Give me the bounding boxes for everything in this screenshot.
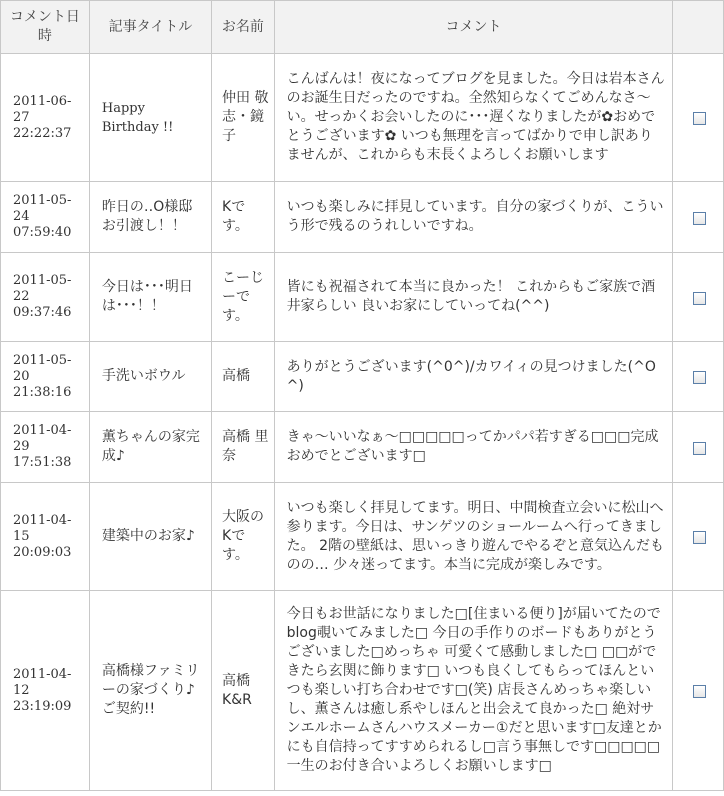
comment-text: 今日もお世話になりました□[住まいる便り]が届いてたのでblog覗いてみました□ 今日の手作りのボードもありがとうございました□めっちゃ 可愛くて感動しました□ □□ができたら玄関に飾ります□ いつも良くしてもらってほんといつも楽しい打ち合わせです□(笑) 店長さんめっちゃ楽しいし、薫さんは癒し系やしほんと出会えて良かった□ 絶対サンエルホームさんハウスメーカー①だと思います□友達とかにも自信持ってすすめられるし□言う事無しです□□□□□ 一生のお付き合いよろしくお願いします□	[274, 591, 673, 791]
comment-text: いつも楽しみに拝見しています。自分の家づくりが、こういう形で残るのうれしいですね。	[274, 182, 673, 253]
select-cell	[673, 412, 724, 483]
select-cell	[673, 591, 724, 791]
select-cell	[673, 483, 724, 591]
header-name: お名前	[212, 1, 275, 54]
table-row	[1, 591, 724, 791]
select-checkbox[interactable]	[693, 371, 706, 384]
comment-text: きゃ〜いいなぁ〜□□□□□ってかパパ若すぎる□□□完成おめでとございます□	[274, 412, 673, 483]
select-checkbox[interactable]	[693, 531, 706, 544]
table-row	[1, 182, 724, 253]
comment-date: 2011-04-29 17:51:38	[1, 412, 90, 483]
comment-text: こんばんは！夜になってブログを見ました。今日は岩本さんのお誕生日だったのですね。全然知らなくてごめんなさ～い。せっかくお会いしたのに･･･遅くなりましたが✿おめでとうございます✿ いつも無理を言ってばかりで申し訳ありませんが、これからも末長くよろしくお願いします	[274, 54, 673, 182]
select-cell	[673, 54, 724, 182]
article-title: 高橋様ファミリーの家づくり♪ ご契約!!	[89, 591, 211, 791]
header-check	[673, 1, 724, 54]
article-title: 建築中のお家♪	[89, 483, 211, 591]
article-title: 手洗いボウル	[89, 342, 211, 412]
comment-date: 2011-05-24 07:59:40	[1, 182, 90, 253]
header-title: 記事タイトル	[89, 1, 211, 54]
header-date: コメント日時	[1, 1, 90, 54]
comment-date: 2011-05-22 09:37:46	[1, 253, 90, 342]
comment-date: 2011-05-20 21:38:16	[1, 342, 90, 412]
select-checkbox[interactable]	[693, 212, 706, 225]
comment-text: ありがとうございます(^0^)/カワイィの見つけました(^O^)	[274, 342, 673, 412]
author-name: こーじーです。	[212, 253, 275, 342]
article-title: Happy Birthday !!	[89, 54, 211, 182]
header-comment: コメント	[274, 1, 673, 54]
header-row	[1, 1, 724, 54]
author-name: 高橋 K&R	[212, 591, 275, 791]
select-cell	[673, 253, 724, 342]
article-title: 昨日の‥O様邸お引渡し！！	[89, 182, 211, 253]
comment-text: 皆にも祝福されて本当に良かった！ これからもご家族で酒井家らしい 良いお家にしていってね(^^)	[274, 253, 673, 342]
comment-date: 2011-06-27 22:22:37	[1, 54, 90, 182]
table-row	[1, 412, 724, 483]
table-row	[1, 253, 724, 342]
article-title: 今日は･･･明日は･･･！！	[89, 253, 211, 342]
comment-date: 2011-04-12 23:19:09	[1, 591, 90, 791]
select-checkbox[interactable]	[693, 685, 706, 698]
author-name: 高橋 里奈	[212, 412, 275, 483]
table-row	[1, 483, 724, 591]
select-cell	[673, 182, 724, 253]
author-name: 高橋	[212, 342, 275, 412]
author-name: Kです。	[212, 182, 275, 253]
table-row	[1, 54, 724, 182]
author-name: 大阪のKです。	[212, 483, 275, 591]
article-title: 薫ちゃんの家完成♪	[89, 412, 211, 483]
select-checkbox[interactable]	[693, 442, 706, 455]
author-name: 仲田 敬志・鏡子	[212, 54, 275, 182]
table-row	[1, 342, 724, 412]
select-cell	[673, 342, 724, 412]
select-checkbox[interactable]	[693, 292, 706, 305]
comment-text: いつも楽しく拝見してます。明日、中間検査立会いに松山へ参ります。今日は、サンゲツのショールームへ行ってきました。 2階の壁紙は、思いっきり遊んでやるぞと意気込んだものの… 少々迷ってます。本当に完成が楽しみです。	[274, 483, 673, 591]
comment-date: 2011-04-15 20:09:03	[1, 483, 90, 591]
select-checkbox[interactable]	[693, 112, 706, 125]
